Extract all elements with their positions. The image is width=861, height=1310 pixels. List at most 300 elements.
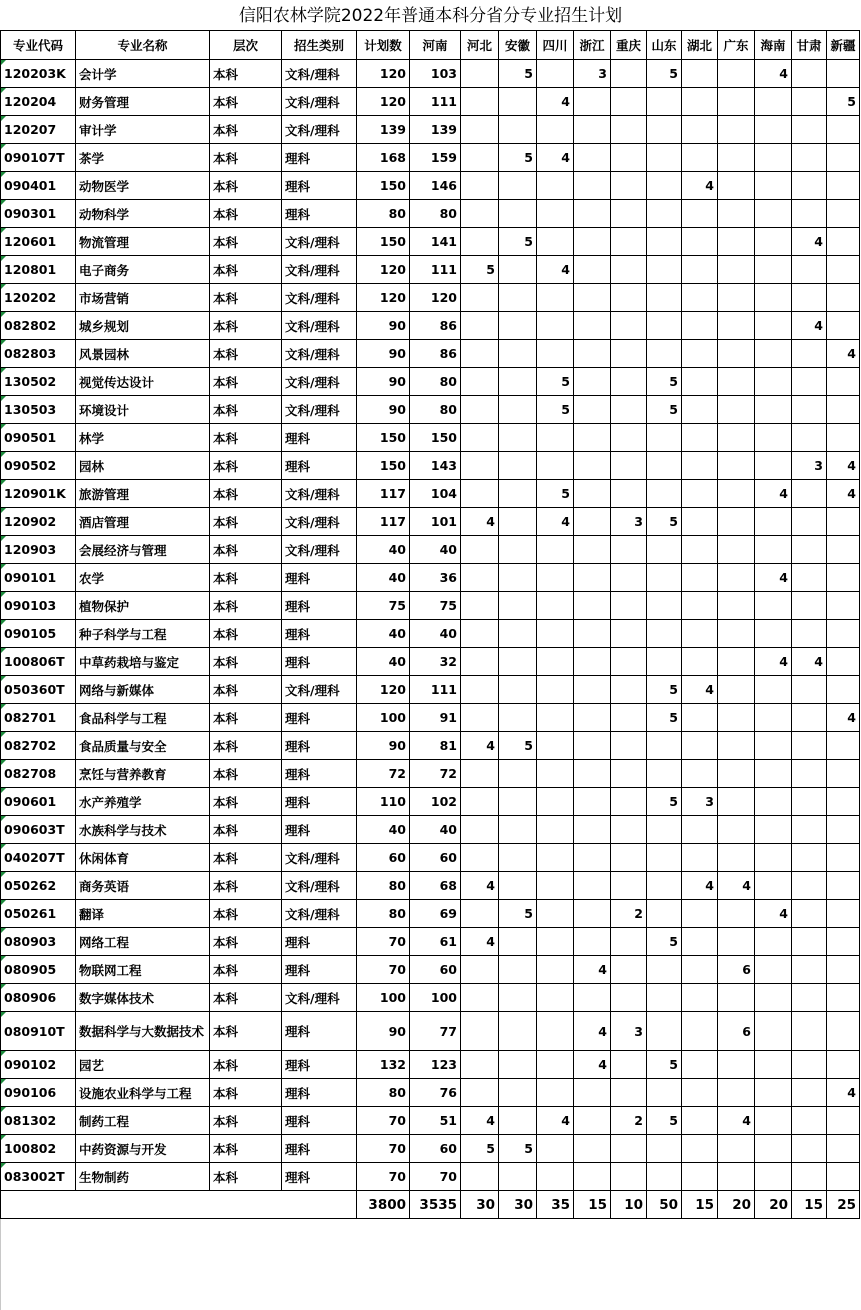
plan-count-cell: 80	[357, 872, 410, 900]
major-name-cell: 植物保护	[76, 592, 210, 620]
province-count-cell	[461, 984, 499, 1012]
level-cell: 本科	[210, 424, 282, 452]
table-row	[1, 88, 860, 116]
province-count-cell	[682, 396, 718, 424]
province-count-cell	[499, 508, 537, 536]
province-count-cell	[499, 340, 537, 368]
province-count-cell	[499, 620, 537, 648]
province-count-cell: 80	[410, 396, 461, 424]
major-name-cell: 商务英语	[76, 872, 210, 900]
province-count-cell	[755, 424, 792, 452]
level-cell: 本科	[210, 1163, 282, 1191]
province-count-cell	[755, 1012, 792, 1051]
province-count-cell	[499, 368, 537, 396]
province-count-cell	[718, 900, 755, 928]
province-count-cell	[718, 592, 755, 620]
table-row	[1, 1163, 860, 1191]
province-count-cell	[537, 732, 574, 760]
level-cell: 本科	[210, 312, 282, 340]
province-count-cell	[499, 1163, 537, 1191]
province-count-cell	[574, 172, 611, 200]
category-cell: 理科	[282, 956, 357, 984]
plan-count-cell: 80	[357, 200, 410, 228]
province-count-cell	[574, 1135, 611, 1163]
province-count-cell: 141	[410, 228, 461, 256]
province-count-cell	[755, 620, 792, 648]
level-cell: 本科	[210, 900, 282, 928]
province-count-cell	[647, 648, 682, 676]
province-count-cell	[574, 928, 611, 956]
table-row	[1, 424, 860, 452]
province-count-cell	[611, 284, 647, 312]
province-count-cell	[611, 396, 647, 424]
province-count-cell: 150	[410, 424, 461, 452]
province-count-cell	[537, 228, 574, 256]
province-count-cell: 4	[537, 88, 574, 116]
province-count-cell	[611, 704, 647, 732]
column-header: 计划数	[357, 31, 410, 60]
province-count-cell: 3	[611, 508, 647, 536]
plan-count-cell: 90	[357, 368, 410, 396]
level-cell: 本科	[210, 872, 282, 900]
total-cell: 35	[537, 1191, 574, 1219]
province-count-cell	[574, 396, 611, 424]
category-cell: 理科	[282, 144, 357, 172]
province-count-cell: 5	[647, 676, 682, 704]
province-count-cell: 4	[755, 900, 792, 928]
province-count-cell: 4	[461, 928, 499, 956]
header-row	[1, 31, 860, 60]
province-count-cell: 3	[611, 1012, 647, 1051]
plan-count-cell: 120	[357, 256, 410, 284]
province-count-cell	[611, 88, 647, 116]
province-count-cell	[718, 1051, 755, 1079]
province-count-cell	[611, 676, 647, 704]
level-cell: 本科	[210, 984, 282, 1012]
major-name-cell: 茶学	[76, 144, 210, 172]
province-count-cell	[682, 1012, 718, 1051]
province-count-cell: 104	[410, 480, 461, 508]
category-cell: 文科/理科	[282, 312, 357, 340]
major-name-cell: 烹饪与营养教育	[76, 760, 210, 788]
province-count-cell: 111	[410, 256, 461, 284]
province-count-cell	[499, 928, 537, 956]
province-count-cell: 111	[410, 88, 461, 116]
province-count-cell	[499, 844, 537, 872]
category-cell: 文科/理科	[282, 480, 357, 508]
province-count-cell	[827, 144, 860, 172]
level-cell: 本科	[210, 368, 282, 396]
major-code-cell: 082802	[1, 312, 76, 340]
level-cell: 本科	[210, 956, 282, 984]
province-count-cell	[827, 984, 860, 1012]
province-count-cell: 86	[410, 340, 461, 368]
province-count-cell	[718, 1079, 755, 1107]
table-row	[1, 872, 860, 900]
province-count-cell	[574, 564, 611, 592]
province-count-cell: 5	[537, 368, 574, 396]
province-count-cell: 4	[461, 872, 499, 900]
province-count-cell	[461, 1163, 499, 1191]
province-count-cell	[792, 1135, 827, 1163]
province-count-cell	[718, 228, 755, 256]
province-count-cell	[792, 564, 827, 592]
province-count-cell: 4	[574, 1012, 611, 1051]
column-header: 湖北	[682, 31, 718, 60]
level-cell: 本科	[210, 564, 282, 592]
province-count-cell: 81	[410, 732, 461, 760]
province-count-cell: 4	[537, 144, 574, 172]
province-count-cell	[682, 760, 718, 788]
major-name-cell: 物联网工程	[76, 956, 210, 984]
table-row	[1, 508, 860, 536]
province-count-cell	[792, 1079, 827, 1107]
column-header: 广东	[718, 31, 755, 60]
province-count-cell	[682, 508, 718, 536]
province-count-cell	[574, 480, 611, 508]
level-cell: 本科	[210, 816, 282, 844]
plan-count-cell: 70	[357, 1163, 410, 1191]
province-count-cell: 2	[611, 900, 647, 928]
category-cell: 文科/理科	[282, 508, 357, 536]
province-count-cell	[574, 1163, 611, 1191]
province-count-cell: 4	[461, 1107, 499, 1135]
level-cell: 本科	[210, 340, 282, 368]
province-count-cell: 6	[718, 1012, 755, 1051]
province-count-cell	[499, 1012, 537, 1051]
major-code-cell: 050360T	[1, 676, 76, 704]
province-count-cell	[827, 592, 860, 620]
province-count-cell: 4	[827, 704, 860, 732]
major-name-cell: 会展经济与管理	[76, 536, 210, 564]
province-count-cell	[499, 256, 537, 284]
table-row	[1, 704, 860, 732]
table-row	[1, 900, 860, 928]
province-count-cell: 32	[410, 648, 461, 676]
province-count-cell: 4	[755, 480, 792, 508]
level-cell: 本科	[210, 200, 282, 228]
province-count-cell	[574, 116, 611, 144]
column-header: 招生类别	[282, 31, 357, 60]
province-count-cell	[792, 872, 827, 900]
province-count-cell: 100	[410, 984, 461, 1012]
column-header: 新疆	[827, 31, 860, 60]
province-count-cell	[755, 984, 792, 1012]
level-cell: 本科	[210, 88, 282, 116]
category-cell: 文科/理科	[282, 396, 357, 424]
level-cell: 本科	[210, 1012, 282, 1051]
major-name-cell: 林学	[76, 424, 210, 452]
province-count-cell	[792, 284, 827, 312]
province-count-cell	[461, 620, 499, 648]
category-cell: 文科/理科	[282, 228, 357, 256]
column-header: 安徽	[499, 31, 537, 60]
province-count-cell	[537, 116, 574, 144]
province-count-cell: 4	[461, 508, 499, 536]
province-count-cell	[537, 452, 574, 480]
province-count-cell	[755, 1079, 792, 1107]
province-count-cell	[682, 340, 718, 368]
major-name-cell: 水族科学与技术	[76, 816, 210, 844]
province-count-cell: 2	[611, 1107, 647, 1135]
level-cell: 本科	[210, 592, 282, 620]
province-count-cell	[718, 508, 755, 536]
province-count-cell	[718, 536, 755, 564]
province-count-cell	[792, 396, 827, 424]
province-count-cell	[461, 480, 499, 508]
province-count-cell	[461, 368, 499, 396]
province-count-cell	[755, 200, 792, 228]
province-count-cell: 103	[410, 60, 461, 88]
column-header: 浙江	[574, 31, 611, 60]
province-count-cell	[792, 172, 827, 200]
category-cell: 文科/理科	[282, 368, 357, 396]
province-count-cell	[718, 312, 755, 340]
province-count-cell	[755, 592, 792, 620]
plan-count-cell: 70	[357, 928, 410, 956]
province-count-cell	[461, 1079, 499, 1107]
province-count-cell	[682, 144, 718, 172]
province-count-cell	[647, 844, 682, 872]
major-name-cell: 中药资源与开发	[76, 1135, 210, 1163]
plan-count-cell: 90	[357, 312, 410, 340]
province-count-cell	[611, 1079, 647, 1107]
province-count-cell	[792, 900, 827, 928]
table-row	[1, 648, 860, 676]
province-count-cell	[718, 284, 755, 312]
category-cell: 理科	[282, 760, 357, 788]
province-count-cell	[611, 564, 647, 592]
province-count-cell	[827, 1163, 860, 1191]
level-cell: 本科	[210, 928, 282, 956]
category-cell: 理科	[282, 424, 357, 452]
level-cell: 本科	[210, 732, 282, 760]
province-count-cell	[792, 256, 827, 284]
province-count-cell	[461, 396, 499, 424]
province-count-cell	[611, 620, 647, 648]
plan-count-cell: 90	[357, 1012, 410, 1051]
province-count-cell	[792, 844, 827, 872]
province-count-cell: 36	[410, 564, 461, 592]
major-name-cell: 酒店管理	[76, 508, 210, 536]
province-count-cell: 4	[574, 1051, 611, 1079]
major-code-cell: 083002T	[1, 1163, 76, 1191]
table-row	[1, 60, 860, 88]
province-count-cell	[461, 452, 499, 480]
province-count-cell: 4	[827, 340, 860, 368]
plan-count-cell: 150	[357, 424, 410, 452]
province-count-cell	[537, 956, 574, 984]
province-count-cell	[827, 732, 860, 760]
province-count-cell	[792, 88, 827, 116]
province-count-cell	[755, 1051, 792, 1079]
province-count-cell: 4	[755, 564, 792, 592]
province-count-cell	[611, 1051, 647, 1079]
province-count-cell	[792, 788, 827, 816]
province-count-cell	[755, 1135, 792, 1163]
province-count-cell	[718, 928, 755, 956]
province-count-cell	[827, 928, 860, 956]
table-row	[1, 116, 860, 144]
province-count-cell	[574, 984, 611, 1012]
level-cell: 本科	[210, 228, 282, 256]
province-count-cell	[647, 536, 682, 564]
province-count-cell: 5	[499, 144, 537, 172]
province-count-cell: 4	[682, 172, 718, 200]
province-count-cell	[611, 172, 647, 200]
plan-count-cell: 40	[357, 648, 410, 676]
province-count-cell	[611, 116, 647, 144]
province-count-cell: 4	[792, 648, 827, 676]
level-cell: 本科	[210, 144, 282, 172]
province-count-cell: 3	[792, 452, 827, 480]
major-code-cell: 080906	[1, 984, 76, 1012]
category-cell: 理科	[282, 928, 357, 956]
province-count-cell	[647, 256, 682, 284]
table-row	[1, 760, 860, 788]
major-code-cell: 120202	[1, 284, 76, 312]
plan-count-cell: 110	[357, 788, 410, 816]
province-count-cell: 146	[410, 172, 461, 200]
major-name-cell: 网络工程	[76, 928, 210, 956]
major-name-cell: 食品科学与工程	[76, 704, 210, 732]
province-count-cell: 4	[682, 872, 718, 900]
province-count-cell	[682, 228, 718, 256]
province-count-cell	[537, 284, 574, 312]
major-code-cell: 120902	[1, 508, 76, 536]
province-count-cell	[827, 872, 860, 900]
province-count-cell	[647, 116, 682, 144]
province-count-cell	[499, 872, 537, 900]
major-code-cell: 090401	[1, 172, 76, 200]
major-code-cell: 130502	[1, 368, 76, 396]
province-count-cell: 51	[410, 1107, 461, 1135]
province-count-cell	[755, 872, 792, 900]
province-count-cell	[682, 620, 718, 648]
major-code-cell: 050262	[1, 872, 76, 900]
province-count-cell	[755, 844, 792, 872]
province-count-cell	[682, 928, 718, 956]
category-cell: 文科/理科	[282, 60, 357, 88]
province-count-cell	[574, 900, 611, 928]
province-count-cell	[611, 928, 647, 956]
category-cell: 理科	[282, 452, 357, 480]
province-count-cell	[499, 676, 537, 704]
page-title: 信阳农林学院2022年普通本科分省分专业招生计划	[238, 6, 623, 26]
major-name-cell: 种子科学与工程	[76, 620, 210, 648]
plan-count-cell: 40	[357, 536, 410, 564]
province-count-cell	[755, 340, 792, 368]
major-code-cell: 090301	[1, 200, 76, 228]
province-count-cell	[574, 536, 611, 564]
province-count-cell: 60	[410, 1135, 461, 1163]
province-count-cell	[682, 284, 718, 312]
plan-count-cell: 40	[357, 564, 410, 592]
plan-count-cell: 80	[357, 900, 410, 928]
province-count-cell	[461, 312, 499, 340]
province-count-cell	[574, 256, 611, 284]
major-code-cell: 120901K	[1, 480, 76, 508]
table-row	[1, 984, 860, 1012]
province-count-cell	[647, 452, 682, 480]
table-row	[1, 844, 860, 872]
major-code-cell: 090101	[1, 564, 76, 592]
province-count-cell	[574, 508, 611, 536]
province-count-cell	[682, 956, 718, 984]
province-count-cell: 102	[410, 788, 461, 816]
province-count-cell: 5	[499, 60, 537, 88]
major-code-cell: 120207	[1, 116, 76, 144]
province-count-cell	[499, 956, 537, 984]
province-count-cell	[718, 116, 755, 144]
major-code-cell: 090103	[1, 592, 76, 620]
major-name-cell: 城乡规划	[76, 312, 210, 340]
province-count-cell	[792, 480, 827, 508]
table-row	[1, 452, 860, 480]
plan-count-cell: 100	[357, 984, 410, 1012]
province-count-cell	[755, 816, 792, 844]
province-count-cell	[718, 620, 755, 648]
province-count-cell	[537, 788, 574, 816]
province-count-cell	[827, 424, 860, 452]
province-count-cell	[537, 704, 574, 732]
province-count-cell	[792, 340, 827, 368]
province-count-cell: 3	[574, 60, 611, 88]
major-code-cell: 120903	[1, 536, 76, 564]
province-count-cell	[574, 340, 611, 368]
level-cell: 本科	[210, 396, 282, 424]
province-count-cell: 91	[410, 704, 461, 732]
province-count-cell	[682, 1079, 718, 1107]
province-count-cell	[682, 844, 718, 872]
plan-count-cell: 60	[357, 844, 410, 872]
province-count-cell	[718, 256, 755, 284]
plan-count-cell: 150	[357, 228, 410, 256]
major-name-cell: 翻译	[76, 900, 210, 928]
province-count-cell	[611, 648, 647, 676]
major-name-cell: 制药工程	[76, 1107, 210, 1135]
province-count-cell	[755, 228, 792, 256]
province-count-cell: 4	[827, 480, 860, 508]
province-count-cell	[792, 536, 827, 564]
province-count-cell	[792, 732, 827, 760]
province-count-cell: 4	[792, 228, 827, 256]
province-count-cell: 68	[410, 872, 461, 900]
province-count-cell: 60	[410, 956, 461, 984]
province-count-cell	[461, 648, 499, 676]
category-cell: 理科	[282, 592, 357, 620]
province-count-cell: 5	[461, 256, 499, 284]
province-count-cell	[827, 900, 860, 928]
table-row	[1, 1107, 860, 1135]
category-cell: 理科	[282, 816, 357, 844]
plan-count-cell: 120	[357, 88, 410, 116]
major-code-cell: 050261	[1, 900, 76, 928]
province-count-cell	[755, 172, 792, 200]
province-count-cell	[682, 536, 718, 564]
province-count-cell	[611, 984, 647, 1012]
province-count-cell	[499, 424, 537, 452]
province-count-cell	[537, 312, 574, 340]
province-count-cell	[461, 228, 499, 256]
plan-count-cell: 70	[357, 1135, 410, 1163]
province-count-cell	[461, 564, 499, 592]
province-count-cell	[755, 536, 792, 564]
province-count-cell	[718, 704, 755, 732]
plan-count-cell: 120	[357, 676, 410, 704]
province-count-cell: 101	[410, 508, 461, 536]
plan-count-cell: 117	[357, 508, 410, 536]
